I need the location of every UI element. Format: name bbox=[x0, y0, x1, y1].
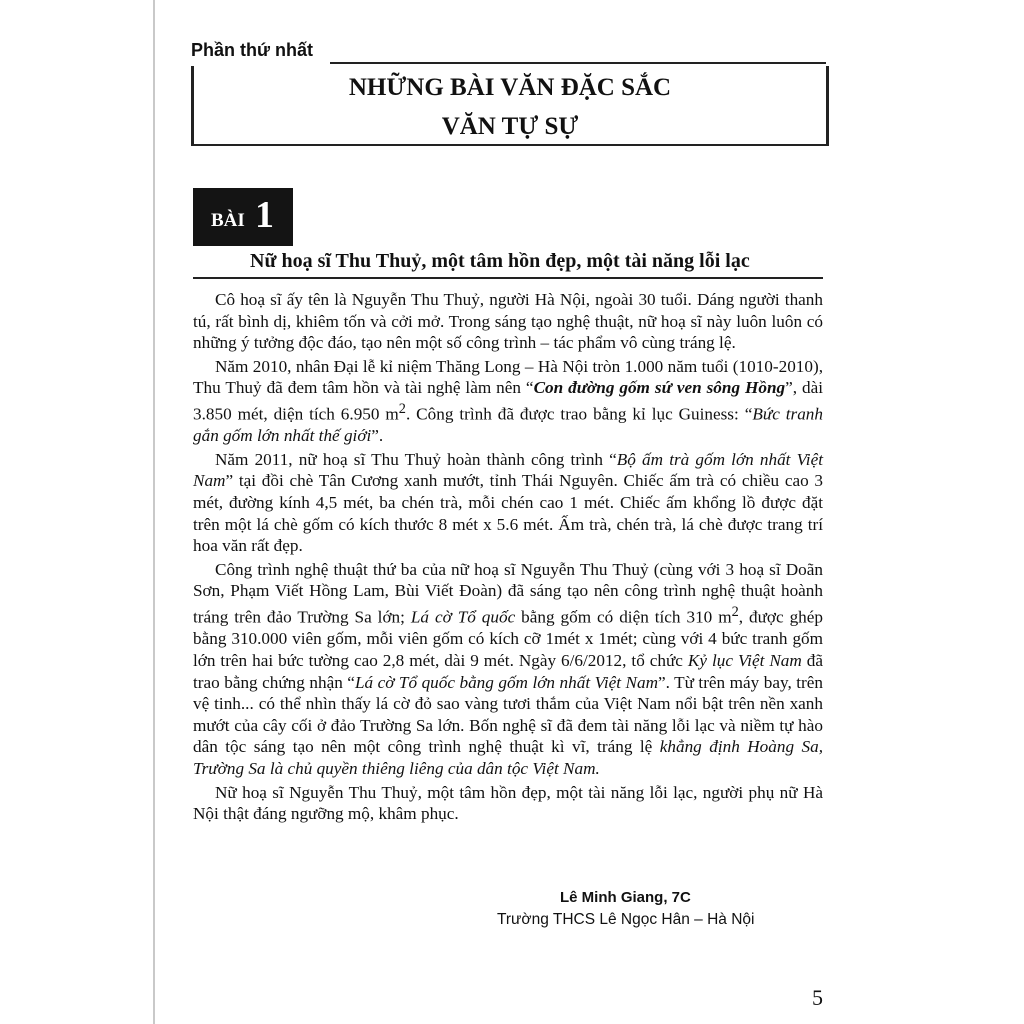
paragraph-1: Cô hoạ sĩ ấy tên là Nguyễn Thu Thuỷ, người Hà Nội, ngoài 30 tuổi. Dáng người thanh tú, rất bình dị, khiêm tốn và cởi mở. Trong sáng tạo nghệ thuật, nữ hoạ sĩ này luôn luôn có những ý tưởng độc đáo, tạo nên một số công trình – tác phẩm vô cùng tráng lệ. bbox=[193, 290, 823, 353]
part-underline bbox=[330, 62, 826, 64]
paragraph-4: Công trình nghệ thuật thứ ba của nữ hoạ sĩ Nguyễn Thu Thuỷ (cùng với 3 hoạ sĩ Doãn Sơn, Phạm Viết Hồng Lam, Bùi Viết Đoàn) đã sáng tạo nên công trình nghệ thuật hoành tráng trên đảo Trường Sa lớn; Lá cờ Tổ quốc bằng gốm có diện tích 310 $m^2$, được ghép bằng 310.000 viên gốm, mỗi viên gốm có kích cỡ 1mét x 1mét; cùng với 4 bức tranh gốm lớn trên hai bức tường cao 2,8 mét, dài 9 mét. Ngày 6/6/2012, tổ chức Kỷ lục Việt Nam đã trao bằng chứng nhận “Lá cờ Tổ quốc bằng gốm lớn nhất Việt Nam”. Từ trên máy bay, trên vệ tinh... có thể nhìn thấy lá cờ đỏ sao vàng tươi thắm của Việt Nam nổi bật trên nền xanh mướt của cây cối ở đảo Trường Sa lớn. Bốn nghệ sĩ đã đem tài năng lỗi lạc và niềm tự hào dân tộc sáng tạo nên một công trình nghệ thuật kì vĩ, tráng lệ khẳng định Hoàng Sa, Trường Sa là chủ quyền thiêng liêng của dân tộc Việt Nam. bbox=[193, 559, 823, 778]
lesson-title: Nữ hoạ sĩ Thu Thuỷ, một tâm hồn đẹp, một tài năng lỗi lạc bbox=[250, 250, 750, 272]
page-number: 5 bbox=[812, 985, 823, 1010]
lesson-badge bbox=[193, 188, 293, 246]
author-name: Lê Minh Giang, 7C bbox=[560, 889, 691, 906]
section-title-line1: NHỮNG BÀI VĂN ĐẶC SẮC bbox=[348, 74, 672, 101]
paragraph-5: Nữ hoạ sĩ Nguyễn Thu Thuỷ, một tâm hồn đẹp, một tài năng lỗi lạc, người phụ nữ Hà Nội thật đáng ngưỡng mộ, khâm phục. bbox=[193, 782, 823, 824]
lesson-word: BÀI bbox=[211, 210, 245, 231]
paragraph-3: Năm 2011, nữ hoạ sĩ Thu Thuỷ hoàn thành công trình “Bộ ấm trà gốm lớn nhất Việt Nam” tại đồi chè Tân Cương xanh mướt, tỉnh Thái Nguyên. Chiếc ấm trà có chiều cao 3 mét, đường kính 4,5 mét, ba chén trà, mỗi chén cao 1 mét. Chiếc ấm khổng lồ được đặt trên một lá chè gốm có kích thước 8 mét x 5.6 mét. Ấm trà, chén trà, lá chè được trang trí hoa văn rất đẹp. bbox=[193, 449, 823, 556]
author-school: Trường THCS Lê Ngọc Hân – Hà Nội bbox=[497, 911, 755, 928]
article-body bbox=[193, 289, 823, 827]
title-rule bbox=[193, 277, 823, 279]
part-label: Phần thứ nhất bbox=[191, 40, 314, 60]
lesson-number: 1 bbox=[255, 194, 274, 236]
page-fold-edge bbox=[153, 0, 155, 1024]
paragraph-2: Năm 2010, nhân Đại lễ kỉ niệm Thăng Long – Hà Nội tròn 1.000 năm tuổi (1010-2010), Thu Thuỷ đã đem tâm hồn và tài nghệ làm nên “Con đường gốm sứ ven sông Hồng”, dài 3.850 mét, diện tích 6.950 $m^2$. Công trình đã được trao bằng kỉ lục Guiness: “Bức tranh gắn gốm lớn nhất thế giới”. bbox=[193, 356, 823, 446]
section-title-line2: VĂN TỰ SỰ bbox=[441, 113, 579, 140]
